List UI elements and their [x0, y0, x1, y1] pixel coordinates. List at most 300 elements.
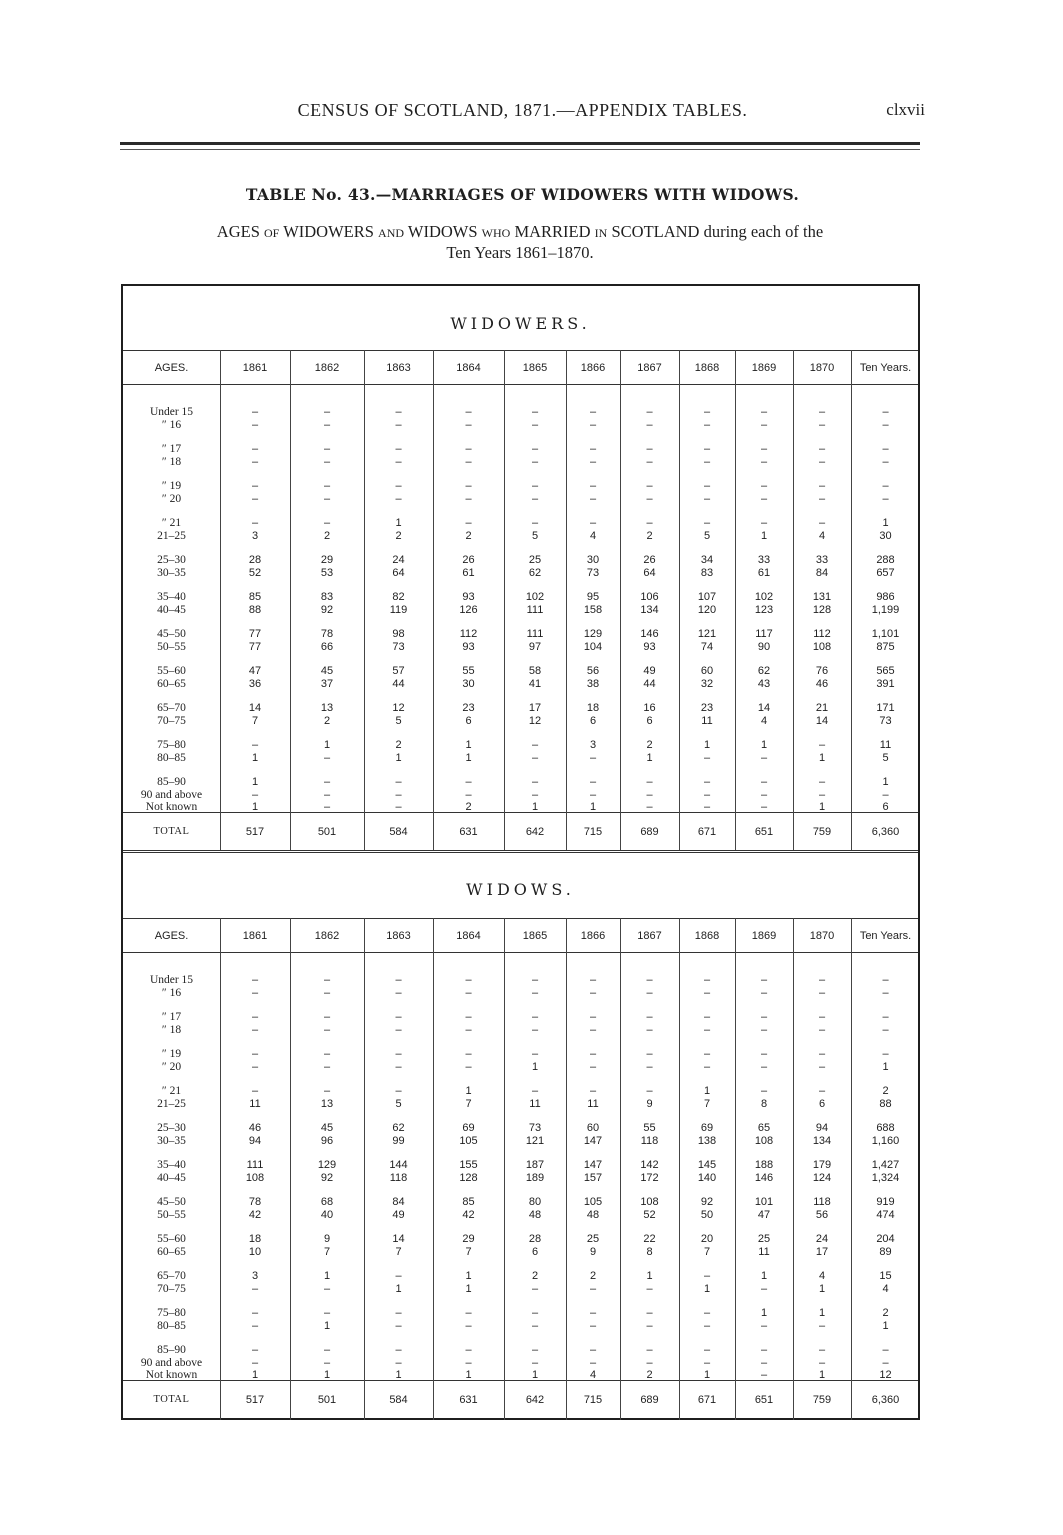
- age-label: 35–40: [157, 1159, 186, 1171]
- table-cell: 1: [646, 1270, 653, 1282]
- table-cell: 1: [818, 801, 826, 813]
- column-header: 1863: [386, 930, 411, 942]
- table-cell: –: [589, 1048, 597, 1060]
- table-cell: –: [760, 418, 768, 431]
- table-cell: 95: [586, 591, 600, 603]
- age-label: 90 and above: [140, 1356, 203, 1369]
- table-cell: –: [465, 418, 472, 431]
- table-cell: 14: [248, 702, 262, 714]
- total-cell: 517: [245, 826, 265, 838]
- table-title: TABLE No. 43.—MARRIAGES OF WIDOWERS WITH WIDOWS.: [245, 185, 800, 204]
- table-cell: –: [323, 751, 331, 764]
- table-cell: 4: [882, 1282, 889, 1295]
- table-cell: –: [251, 1023, 259, 1036]
- table-cell: –: [465, 1356, 472, 1369]
- age-label: ″ 17: [161, 443, 182, 455]
- table-cell: 83: [700, 566, 714, 579]
- table-cell: –: [646, 480, 653, 492]
- table-cell: 48: [528, 1208, 542, 1221]
- table-cell: –: [703, 1060, 711, 1073]
- table-cell: –: [531, 1344, 539, 1356]
- age-label: ″ 20: [161, 1060, 182, 1073]
- table-cell: –: [703, 517, 711, 529]
- age-label: ″ 16: [161, 418, 182, 431]
- table-cell: –: [589, 492, 597, 505]
- table-cell: –: [646, 1282, 653, 1295]
- table-cell: –: [589, 788, 597, 801]
- table-cell: 4: [760, 714, 768, 727]
- table-cell: 76: [815, 665, 829, 677]
- table-cell: –: [531, 1023, 539, 1036]
- table-cell: –: [646, 1319, 653, 1332]
- table-cell: –: [703, 751, 711, 764]
- table-cell: –: [703, 1011, 711, 1023]
- table-cell: –: [531, 1011, 539, 1023]
- table-cell: 657: [876, 566, 895, 579]
- table-cell: 102: [754, 591, 774, 603]
- table-cell: 30: [879, 529, 892, 542]
- table-cell: –: [818, 1060, 826, 1073]
- table-cell: 64: [392, 566, 405, 579]
- age-label: 40–45: [157, 603, 186, 616]
- table-cell: –: [323, 1011, 331, 1023]
- age-label: 55–60: [157, 665, 186, 677]
- table-cell: –: [323, 517, 331, 529]
- table-cell: 9: [589, 1245, 597, 1258]
- table-cell: –: [251, 517, 259, 529]
- table-cell: 30: [586, 554, 600, 566]
- table-cell: 85: [462, 1196, 475, 1208]
- table-cell: 134: [812, 1134, 832, 1147]
- table-cell: –: [760, 517, 768, 529]
- table-cell: 6: [465, 714, 472, 727]
- table-cell: –: [323, 1344, 331, 1356]
- table-cell: –: [251, 1282, 259, 1295]
- table-cell: –: [882, 1356, 889, 1369]
- table-cell: –: [395, 455, 402, 468]
- age-label: Under 15: [149, 974, 194, 986]
- table-cell: 1: [818, 751, 826, 764]
- table-cell: 2: [395, 529, 402, 542]
- table-cell: –: [703, 480, 711, 492]
- table-cell: –: [465, 1023, 472, 1036]
- table-cell: 1: [395, 751, 402, 764]
- table-cell: 66: [320, 640, 334, 653]
- table-cell: 57: [392, 665, 405, 677]
- table-cell: 172: [640, 1171, 659, 1184]
- age-label: 21–25: [157, 529, 186, 542]
- table-cell: –: [646, 418, 653, 431]
- total-cell: 642: [525, 826, 545, 838]
- table-cell: 1,324: [871, 1171, 900, 1184]
- table-cell: –: [882, 418, 889, 431]
- table-cell: –: [531, 1085, 539, 1097]
- table-cell: –: [703, 788, 711, 801]
- table-cell: 1: [703, 1282, 711, 1295]
- table-cell: 25: [757, 1233, 771, 1245]
- column-header: 1865: [522, 930, 548, 942]
- table-cell: 78: [248, 1196, 262, 1208]
- table-cell: –: [703, 1048, 711, 1060]
- table-cell: 157: [583, 1171, 603, 1184]
- age-label: 50–55: [157, 640, 186, 653]
- table-cell: –: [703, 1344, 711, 1356]
- rule-below-title: [123, 918, 918, 919]
- table-cell: 58: [528, 665, 542, 677]
- table-cell: –: [395, 974, 402, 986]
- table-cell: –: [818, 739, 826, 751]
- table-cell: 108: [640, 1196, 659, 1208]
- table-cell: 12: [879, 1369, 892, 1381]
- table-cell: 55: [643, 1122, 656, 1134]
- age-label: Not known: [145, 801, 198, 813]
- table-cell: 85: [248, 591, 262, 603]
- table-cell: –: [818, 986, 826, 999]
- table-cell: –: [251, 1011, 259, 1023]
- table-cell: –: [323, 443, 331, 455]
- total-label: TOTAL: [153, 826, 190, 837]
- subtitle-word: during each of the: [703, 222, 824, 241]
- age-label: ″ 21: [161, 517, 182, 529]
- table-cell: –: [703, 1023, 711, 1036]
- table-cell: 28: [528, 1233, 542, 1245]
- table-cell: 98: [392, 628, 405, 640]
- table-cell: 6: [818, 1097, 826, 1110]
- table-cell: 42: [462, 1208, 475, 1221]
- table-cell: 6: [882, 801, 889, 813]
- table-cell: 1: [465, 1282, 472, 1295]
- table-cell: 38: [586, 677, 600, 690]
- table-cell: 1: [882, 1060, 889, 1073]
- table-cell: 146: [754, 1171, 774, 1184]
- table-cell: –: [465, 1048, 472, 1060]
- table-cell: –: [646, 1011, 653, 1023]
- table-cell: –: [760, 1085, 768, 1097]
- table-cell: –: [760, 455, 768, 468]
- table-cell: 9: [323, 1233, 331, 1245]
- table-cell: –: [589, 480, 597, 492]
- table-cell: –: [251, 418, 259, 431]
- age-label: 60–65: [157, 1245, 186, 1258]
- subtitle-word: AGES: [216, 222, 260, 241]
- table-cell: –: [531, 418, 539, 431]
- table-cell: 1: [760, 1270, 768, 1282]
- table-cell: –: [589, 1344, 597, 1356]
- column-header: 1866: [580, 362, 606, 374]
- table-cell: 13: [320, 702, 334, 714]
- table-cell: 33: [757, 554, 771, 566]
- table-cell: 17: [815, 1245, 829, 1258]
- table-cell: –: [589, 986, 597, 999]
- table-cell: –: [589, 418, 597, 431]
- table-cell: –: [818, 443, 826, 455]
- table-cell: 2: [589, 1270, 597, 1282]
- table-cell: 2: [531, 1270, 539, 1282]
- total-cell: 584: [389, 1394, 408, 1406]
- rule-below-header: [123, 384, 918, 385]
- table-cell: –: [760, 443, 768, 455]
- table-cell: –: [531, 986, 539, 999]
- table-cell: 43: [757, 677, 771, 690]
- table-cell: 288: [876, 554, 895, 566]
- table-cell: 118: [389, 1171, 408, 1184]
- table-cell: 62: [392, 1122, 405, 1134]
- table-cell: –: [531, 517, 539, 529]
- age-label: Under 15: [149, 406, 194, 418]
- table-cell: –: [882, 1344, 889, 1356]
- total-cell: 759: [812, 1394, 832, 1406]
- column-header: 1867: [637, 362, 662, 374]
- table-cell: –: [395, 406, 402, 418]
- table-cell: 99: [392, 1134, 405, 1147]
- age-label: ″ 19: [161, 1048, 182, 1060]
- table-cell: –: [760, 776, 768, 788]
- table-cell: 32: [700, 677, 714, 690]
- age-label: Not known: [145, 1369, 198, 1381]
- total-cell: 759: [812, 826, 832, 838]
- age-label: ″ 21: [161, 1085, 182, 1097]
- table-cell: 142: [640, 1159, 659, 1171]
- age-label: ″ 18: [161, 1023, 182, 1036]
- table-cell: 147: [583, 1159, 603, 1171]
- table-cell: 10: [248, 1245, 262, 1258]
- page-number: clxvii: [886, 100, 925, 119]
- age-label: 75–80: [157, 1307, 186, 1319]
- table-cell: 37: [320, 677, 334, 690]
- table-cell: 4: [818, 1270, 826, 1282]
- table-cell: –: [760, 406, 768, 418]
- table-cell: –: [760, 1319, 768, 1332]
- table-cell: –: [882, 492, 889, 505]
- table-cell: 30: [462, 677, 475, 690]
- table-cell: –: [760, 788, 768, 801]
- table-cell: –: [323, 1048, 331, 1060]
- table-cell: 1: [703, 1085, 711, 1097]
- age-label: ″ 17: [161, 1011, 182, 1023]
- table-cell: –: [465, 974, 472, 986]
- table-cell: –: [465, 492, 472, 505]
- table-cell: –: [818, 1319, 826, 1332]
- table-cell: –: [589, 751, 597, 764]
- table-cell: 688: [876, 1122, 895, 1134]
- table-cell: 7: [703, 1245, 711, 1258]
- subtitle-word: IN: [594, 226, 608, 240]
- table-cell: 118: [640, 1134, 659, 1147]
- table-cell: –: [760, 974, 768, 986]
- table-cell: 101: [754, 1196, 774, 1208]
- age-label: ″ 16: [161, 986, 182, 999]
- table-cell: –: [882, 406, 889, 418]
- table-cell: 88: [248, 603, 262, 616]
- table-cell: 7: [323, 1245, 331, 1258]
- total-cell: 689: [640, 1394, 659, 1406]
- table-cell: –: [395, 1023, 402, 1036]
- column-header: AGES.: [154, 930, 189, 942]
- table-cell: –: [760, 480, 768, 492]
- total-cell: 6,360: [871, 826, 900, 838]
- table-cell: –: [465, 1344, 472, 1356]
- subtitle-word: MARRIED: [514, 222, 591, 241]
- column-header: 1864: [456, 930, 481, 942]
- table-cell: 60: [586, 1122, 600, 1134]
- table-cell: –: [646, 1307, 653, 1319]
- table-cell: –: [760, 1369, 768, 1381]
- age-label: 50–55: [157, 1208, 186, 1221]
- table-cell: 108: [245, 1171, 265, 1184]
- table-cell: –: [465, 776, 472, 788]
- table-cell: –: [760, 1048, 768, 1060]
- table-cell: 2: [882, 1307, 889, 1319]
- table-cell: 48: [586, 1208, 600, 1221]
- table-cell: –: [395, 1085, 402, 1097]
- table-cell: –: [818, 1356, 826, 1369]
- table-cell: –: [395, 1270, 402, 1282]
- table-cell: –: [703, 492, 711, 505]
- table-cell: –: [589, 443, 597, 455]
- table-cell: –: [703, 1356, 711, 1369]
- table-cell: –: [251, 1048, 259, 1060]
- table-cell: 46: [248, 1122, 262, 1134]
- column-header: 1869: [751, 930, 777, 942]
- table-cell: 204: [876, 1233, 895, 1245]
- subtitle-word: SCOTLAND: [611, 222, 700, 241]
- table-cell: 28: [248, 554, 262, 566]
- table-cell: 188: [754, 1159, 774, 1171]
- table-cell: 2: [646, 739, 653, 751]
- table-cell: 20: [700, 1233, 714, 1245]
- table-cell: –: [251, 739, 259, 751]
- table-cell: 44: [392, 677, 405, 690]
- table-cell: –: [646, 776, 653, 788]
- table-cell: 129: [317, 1159, 337, 1171]
- table-cell: 1: [251, 776, 259, 788]
- table-cell: –: [703, 1307, 711, 1319]
- table-cell: –: [531, 1356, 539, 1369]
- table-cell: 7: [703, 1097, 711, 1110]
- table-cell: 1: [465, 751, 472, 764]
- table-cell: 1: [760, 739, 768, 751]
- column-header: 1863: [386, 362, 411, 374]
- section-title: WIDOWS.: [466, 880, 575, 899]
- table-cell: –: [251, 480, 259, 492]
- table-cell: 62: [757, 665, 771, 677]
- section-title: WIDOWERS.: [450, 314, 591, 333]
- table-cell: –: [760, 1344, 768, 1356]
- table-cell: 474: [876, 1208, 895, 1221]
- table-cell: 24: [815, 1233, 829, 1245]
- table-cell: 90: [757, 640, 771, 653]
- table-cell: 14: [757, 702, 771, 714]
- table-cell: 53: [320, 566, 334, 579]
- table-cell: –: [882, 1023, 889, 1036]
- table-cell: –: [323, 455, 331, 468]
- table-cell: 117: [755, 628, 773, 640]
- table-cell: 124: [812, 1171, 832, 1184]
- table-cell: –: [323, 1023, 331, 1036]
- table-cell: –: [589, 406, 597, 418]
- table-cell: 61: [462, 566, 475, 579]
- table-cell: 45: [320, 665, 334, 677]
- table-cell: 29: [462, 1233, 475, 1245]
- table-cell: –: [882, 788, 889, 801]
- table-cell: –: [465, 1011, 472, 1023]
- table-cell: –: [395, 1344, 402, 1356]
- table-cell: –: [395, 492, 402, 505]
- table-cell: –: [882, 974, 889, 986]
- age-label: 85–90: [157, 1344, 186, 1356]
- subtitle-word: WIDOWS: [407, 222, 478, 241]
- table-cell: –: [251, 1060, 259, 1073]
- table-cell: 73: [586, 566, 600, 579]
- table-cell: 62: [528, 566, 542, 579]
- table-cell: 171: [876, 702, 895, 714]
- table-cell: –: [703, 1319, 711, 1332]
- table-cell: 1: [251, 801, 259, 813]
- table-cell: 144: [389, 1159, 408, 1171]
- total-label: TOTAL: [153, 1394, 190, 1405]
- subtitle-word: WIDOWERS: [283, 222, 374, 241]
- table-cell: 138: [697, 1134, 717, 1147]
- table-cell: 5: [882, 751, 889, 764]
- table-cell: 1: [531, 801, 539, 813]
- table-cell: –: [251, 1319, 259, 1332]
- table-cell: –: [646, 1060, 653, 1073]
- table-cell: 77: [248, 628, 262, 640]
- table-cell: 94: [815, 1122, 829, 1134]
- total-cell: 517: [245, 1394, 265, 1406]
- table-cell: –: [323, 986, 331, 999]
- table-cell: 1: [323, 1270, 331, 1282]
- table-cell: 49: [643, 665, 656, 677]
- table-cell: –: [465, 788, 472, 801]
- table-cell: –: [251, 455, 259, 468]
- table-cell: 108: [754, 1134, 774, 1147]
- table-cell: 1: [703, 1369, 711, 1381]
- table-cell: –: [703, 455, 711, 468]
- table-cell: –: [395, 1356, 402, 1369]
- table-section: [123, 854, 918, 1422]
- table-cell: –: [531, 480, 539, 492]
- table-cell: 2: [323, 714, 331, 727]
- table-cell: –: [882, 1048, 889, 1060]
- table-cell: 121: [697, 628, 717, 640]
- column-header: AGES.: [154, 362, 189, 374]
- table-cell: 93: [462, 640, 475, 653]
- table-cell: –: [531, 443, 539, 455]
- table-cell: –: [395, 1011, 402, 1023]
- table-cell: –: [646, 517, 653, 529]
- subtitle-word: WHO: [481, 226, 511, 240]
- table-cell: 1: [882, 776, 889, 788]
- table-cell: 18: [248, 1233, 262, 1245]
- table-cell: –: [531, 1282, 539, 1295]
- table-cell: 46: [815, 677, 829, 690]
- total-cell: 671: [697, 826, 717, 838]
- table-cell: –: [465, 480, 472, 492]
- table-cell: 34: [700, 554, 714, 566]
- table-cell: 1: [531, 1060, 539, 1073]
- table-cell: –: [465, 1307, 472, 1319]
- age-label: 35–40: [157, 591, 186, 603]
- table-cell: 1: [395, 1369, 402, 1381]
- table-cell: –: [251, 1356, 259, 1369]
- table-cell: 1: [818, 1369, 826, 1381]
- table-cell: 123: [754, 603, 774, 616]
- column-header: 1868: [694, 930, 720, 942]
- table-cell: 104: [583, 640, 603, 653]
- table-cell: 11: [249, 1097, 261, 1110]
- table-cell: –: [646, 443, 653, 455]
